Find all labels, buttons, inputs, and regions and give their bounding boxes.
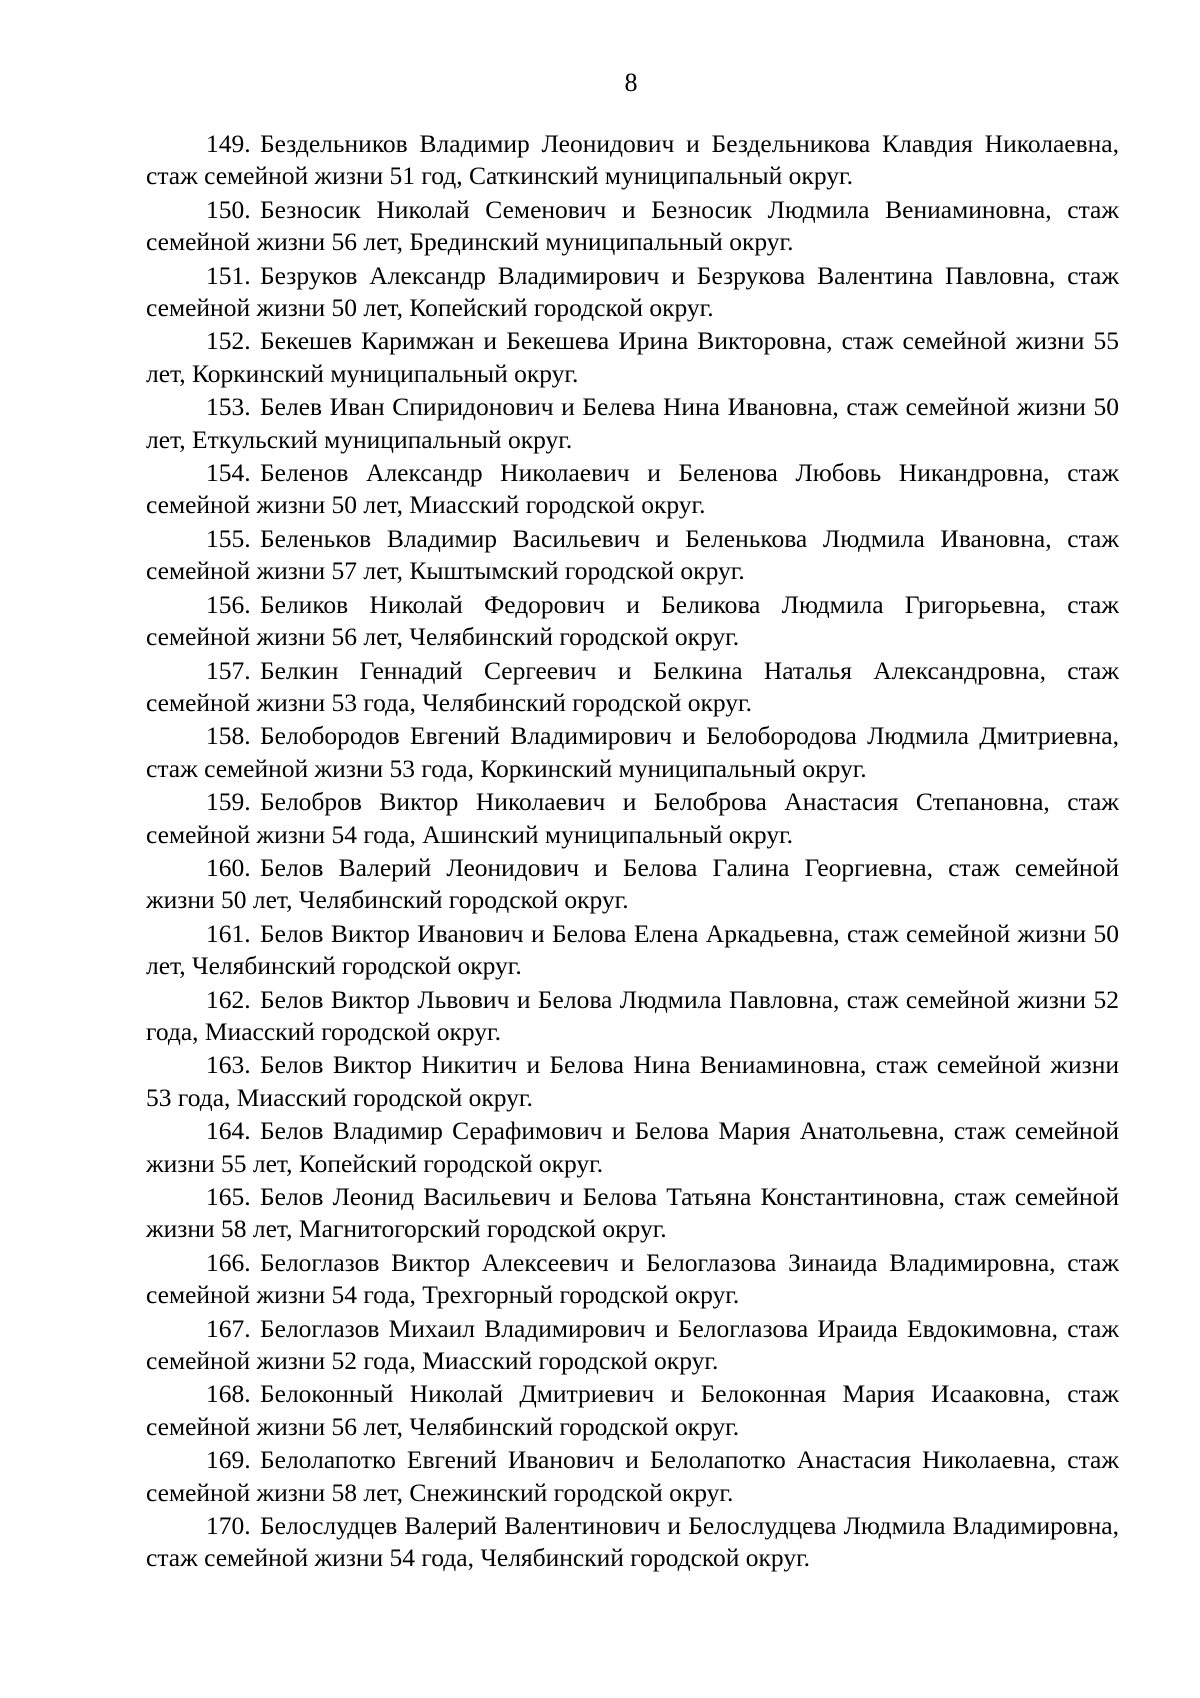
item-number: 161. bbox=[206, 918, 251, 948]
item-text: Безносик Николай Семенович и Безносик Людмила Вениаминовна, стаж семейной жизни 56 лет, Брединский муниципальный округ. bbox=[146, 194, 1119, 257]
list-item bbox=[146, 128, 1119, 193]
item-number: 155. bbox=[206, 523, 251, 553]
item-number: 150. bbox=[206, 194, 251, 224]
item-number: 152. bbox=[206, 326, 251, 356]
item-number: 154. bbox=[206, 458, 251, 488]
item-number: 163. bbox=[206, 1050, 251, 1080]
item-text: Белобров Виктор Николаевич и Белоброва Анастасия Степановна, стаж семейной жизни 54 года, Ашинский муниципальный округ. bbox=[146, 787, 1119, 849]
item-text: Белов Леонид Васильевич и Белова Татьяна Константиновна, стаж семейной жизни 58 лет, Магнитогорский городской округ. bbox=[146, 1182, 1119, 1244]
item-number: 149. bbox=[206, 129, 251, 158]
item-text: Беленьков Владимир Васильевич и Беленькова Людмила Ивановна, стаж семейной жизни 57 лет, Кыштымский городской округ. bbox=[146, 523, 1119, 586]
item-number: 162. bbox=[206, 984, 251, 1014]
item-text: Белолапотко Евгений Иванович и Белолапотко Анастасия Николаевна, стаж семейной жизни 58 лет, Снежинский городской округ. bbox=[146, 1445, 1119, 1507]
list-item bbox=[146, 523, 1119, 588]
list-item bbox=[146, 1049, 1119, 1114]
list-item bbox=[146, 984, 1119, 1049]
item-text: Белоконный Николай Дмитриевич и Белоконная Мария Исааковна, стаж семейной жизни 56 лет, Челябинский городской округ. bbox=[146, 1379, 1119, 1441]
award-list bbox=[146, 128, 1119, 1576]
item-number: 159. bbox=[206, 787, 251, 817]
list-item bbox=[146, 720, 1119, 785]
list-item bbox=[146, 194, 1119, 259]
page-number: 8 bbox=[624, 68, 638, 97]
list-item bbox=[146, 786, 1119, 851]
item-number: 165. bbox=[206, 1182, 251, 1211]
list-item bbox=[146, 655, 1119, 720]
item-text: Беликов Николай Федорович и Беликова Людмила Григорьевна, стаж семейной жизни 56 лет, Челябинский городской округ. bbox=[146, 589, 1119, 652]
list-item bbox=[146, 918, 1119, 983]
list-item bbox=[146, 325, 1119, 390]
list-item bbox=[146, 1115, 1119, 1180]
item-number: 157. bbox=[206, 655, 251, 685]
item-text: Белов Виктор Никитич и Белова Нина Вениаминовна, стаж семейной жизни 53 года, Миасский городской округ. bbox=[146, 1050, 1119, 1112]
item-number: 153. bbox=[206, 392, 251, 422]
item-number: 151. bbox=[206, 260, 251, 290]
item-text: Безруков Александр Владимирович и Безрукова Валентина Павловна, стаж семейной жизни 50 лет, Копейский городской округ. bbox=[146, 260, 1119, 323]
item-text: Бездельников Владимир Леонидович и Бездельникова Клавдия Николаевна, стаж семейной жизни 51 год, Саткинский муниципальный округ. bbox=[146, 129, 1119, 191]
list-item bbox=[146, 1510, 1119, 1575]
item-number: 169. bbox=[206, 1445, 251, 1475]
list-item bbox=[146, 391, 1119, 456]
item-number: 158. bbox=[206, 721, 251, 751]
item-text: Белов Владимир Серафимович и Белова Мария Анатольевна, стаж семейной жизни 55 лет, Копейский городской округ. bbox=[146, 1116, 1119, 1178]
item-text: Белобородов Евгений Владимирович и Белобородова Людмила Дмитриевна, стаж семейной жизни 53 года, Коркинский муниципальный округ. bbox=[146, 721, 1119, 783]
list-item bbox=[146, 260, 1119, 325]
item-number: 170. bbox=[206, 1511, 251, 1541]
item-number: 160. bbox=[206, 852, 251, 882]
list-item bbox=[146, 457, 1119, 522]
item-text: Белоглазов Михаил Владимирович и Белоглазова Ираида Евдокимовна, стаж семейной жизни 52 года, Миасский городской округ. bbox=[146, 1313, 1119, 1376]
item-text: Белоглазов Виктор Алексеевич и Белоглазова Зинаида Владимировна, стаж семейной жизни 54 года, Трехгорный городской округ. bbox=[146, 1247, 1119, 1310]
item-number: 166. bbox=[206, 1247, 251, 1277]
list-item bbox=[146, 1444, 1119, 1509]
item-number: 168. bbox=[206, 1379, 251, 1409]
item-text: Белов Валерий Леонидович и Белова Галина Георгиевна, стаж семейной жизни 50 лет, Челябинский городской округ. bbox=[146, 852, 1119, 915]
list-item bbox=[146, 1247, 1119, 1312]
list-item bbox=[146, 852, 1119, 917]
item-text: Белослудцев Валерий Валентинович и Белослудцева Людмила Владимировна, стаж семейной жизни 54 года, Челябинский городской округ. bbox=[146, 1511, 1119, 1573]
item-text: Белкин Геннадий Сергеевич и Белкина Наталья Александровна, стаж семейной жизни 53 года, Челябинский городской округ. bbox=[146, 655, 1119, 717]
item-number: 156. bbox=[206, 589, 251, 619]
list-item bbox=[146, 589, 1119, 654]
item-text: Белев Иван Спиридонович и Белева Нина Ивановна, стаж семейной жизни 50 лет, Еткульский муниципальный округ. bbox=[146, 392, 1119, 454]
list-item bbox=[146, 1181, 1119, 1246]
list-item bbox=[146, 1378, 1119, 1443]
list-item bbox=[146, 1313, 1119, 1378]
item-text: Бекешев Каримжан и Бекешева Ирина Викторовна, стаж семейной жизни 55 лет, Коркинский муниципальный округ. bbox=[146, 326, 1119, 388]
item-number: 167. bbox=[206, 1313, 251, 1343]
item-text: Белов Виктор Иванович и Белова Елена Аркадьевна, стаж семейной жизни 50 лет, Челябинский городской округ. bbox=[146, 918, 1119, 981]
item-text: Белов Виктор Львович и Белова Людмила Павловна, стаж семейной жизни 52 года, Миасский городской округ. bbox=[146, 984, 1119, 1046]
item-number: 164. bbox=[206, 1116, 251, 1146]
item-text: Беленов Александр Николаевич и Беленова Любовь Никандровна, стаж семейной жизни 50 лет, Миасский городской округ. bbox=[146, 458, 1119, 520]
